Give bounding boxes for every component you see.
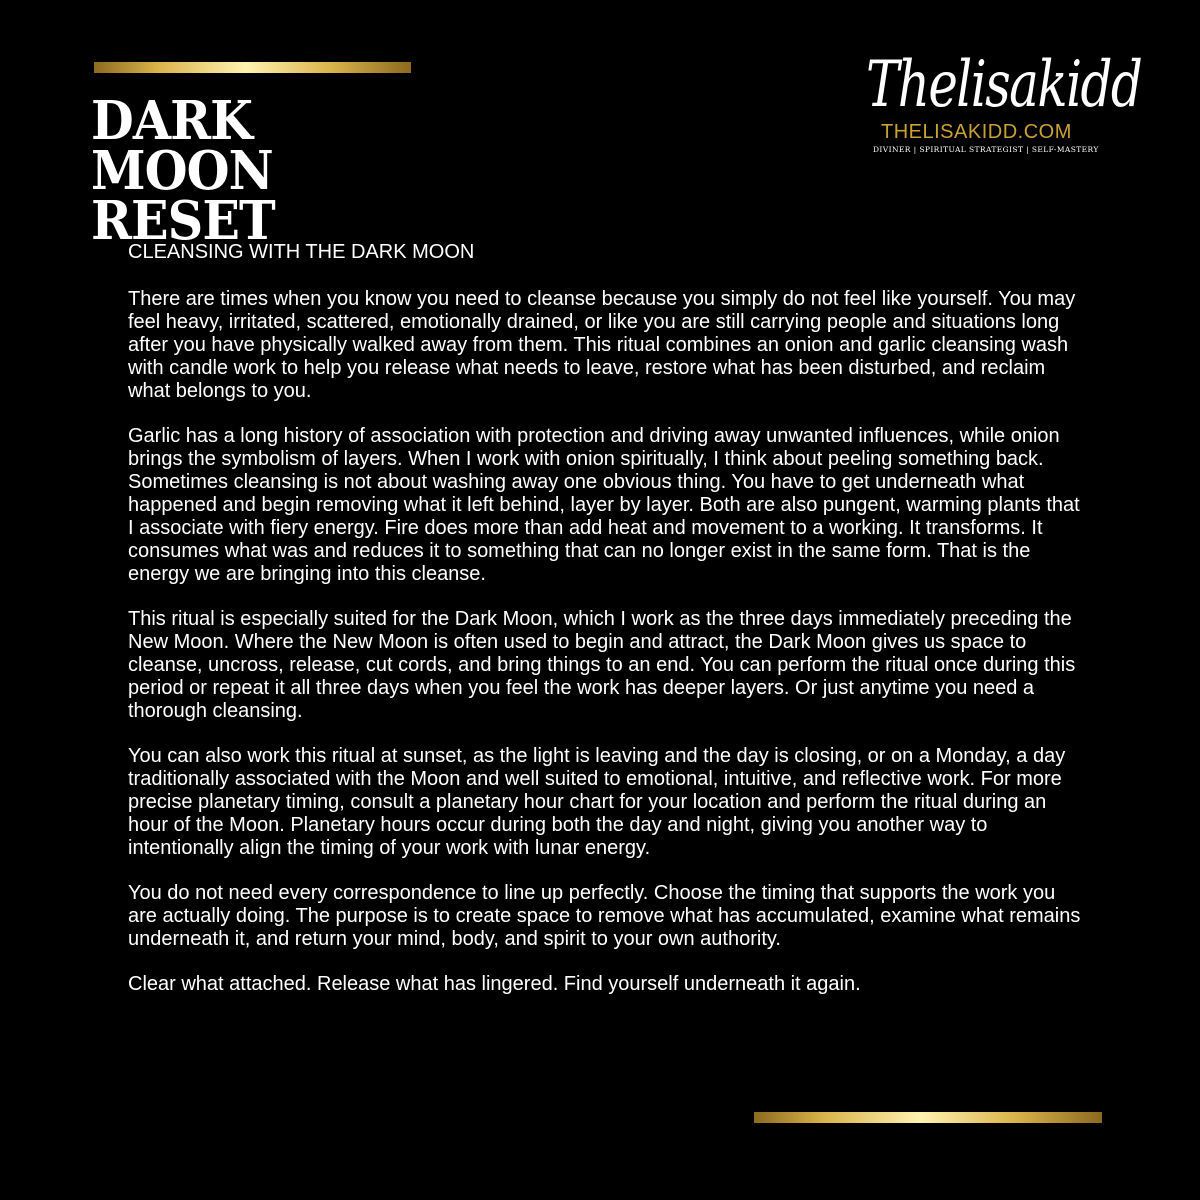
logo-website: THELISAKIDD.COM — [881, 121, 1072, 143]
article-body — [128, 241, 1088, 1018]
title-line-1: DARK MOON — [91, 90, 273, 202]
paragraph-1: There are times when you know you need to cleanse because you simply do not feel like yourself. You may feel heavy, irritated, scattered, emotionally drained, or like you are still carrying people and situations long after you have physically walked away from them. This ritual combines an onion and garlic cleansing wash with candle work to help you release what needs to leave, restore what has been disturbed, and reclaim what belongs to you. — [128, 288, 1076, 402]
paragraph-2: Garlic has a long history of association with protection and driving away unwanted influences, while onion brings the symbolism of layers. When I work with onion spiritually, I think about peeling something back. Sometimes cleansing is not about washing away one obvious thing. You have to get underneath what happened and begin removing what it left behind, layer by layer. Both are also pungent, warming plants that I associate with fiery energy. Fire does more than add heat and movement to a working. It transforms. It consumes what was and reduces it to something that can no longer exist in the same form. That is the energy we are bringing into this cleanse. — [128, 425, 1080, 585]
closing-line: Clear what attached. Release what has lingered. Find yourself underneath it again. — [128, 973, 861, 995]
paragraph-4: You can also work this ritual at sunset, as the light is leaving and the day is closing, or on a Monday, a day traditionally associated with the Moon and well suited to emotional, intuitive, and reflective work. For more precise planetary timing, consult a planetary hour chart for your location and perform the ritual during an hour of the Moon. Planetary hours occur during both the day and night, giving you another way to intentionally align the timing of your work with lunar energy. — [128, 745, 1066, 859]
section-heading: CLEANSING WITH THE DARK MOON — [128, 241, 475, 263]
paragraph-5: You do not need every correspondence to line up perfectly. Choose the timing that supports the work you are actually doing. The purpose is to create space to remove what has accumulated, examine what remains underneath it, and return your mind, body, and spirit to your own authority. — [128, 882, 1081, 950]
bottom-gold-divider — [754, 1112, 1102, 1123]
logo-script-wordmark: Thelisakidd — [866, 48, 1142, 122]
page-title — [91, 90, 407, 252]
logo-tagline: DIVINER | SPIRITUAL STRATEGIST | SELF-MASTERY — [873, 145, 1099, 154]
title-line-2: RESET — [91, 190, 275, 252]
paragraph-3: This ritual is especially suited for the Dark Moon, which I work as the three days immediately preceding the New Moon. Where the New Moon is often used to begin and attract, the Dark Moon gives us space to cleanse, uncross, release, cut cords, and bring things to an end. You can perform the ritual once during this period or repeat it all three days when you feel the work has deeper layers. Or just anytime you need a thorough cleansing. — [128, 608, 1076, 722]
top-gold-divider — [94, 62, 411, 73]
brand-logo — [866, 48, 1142, 162]
